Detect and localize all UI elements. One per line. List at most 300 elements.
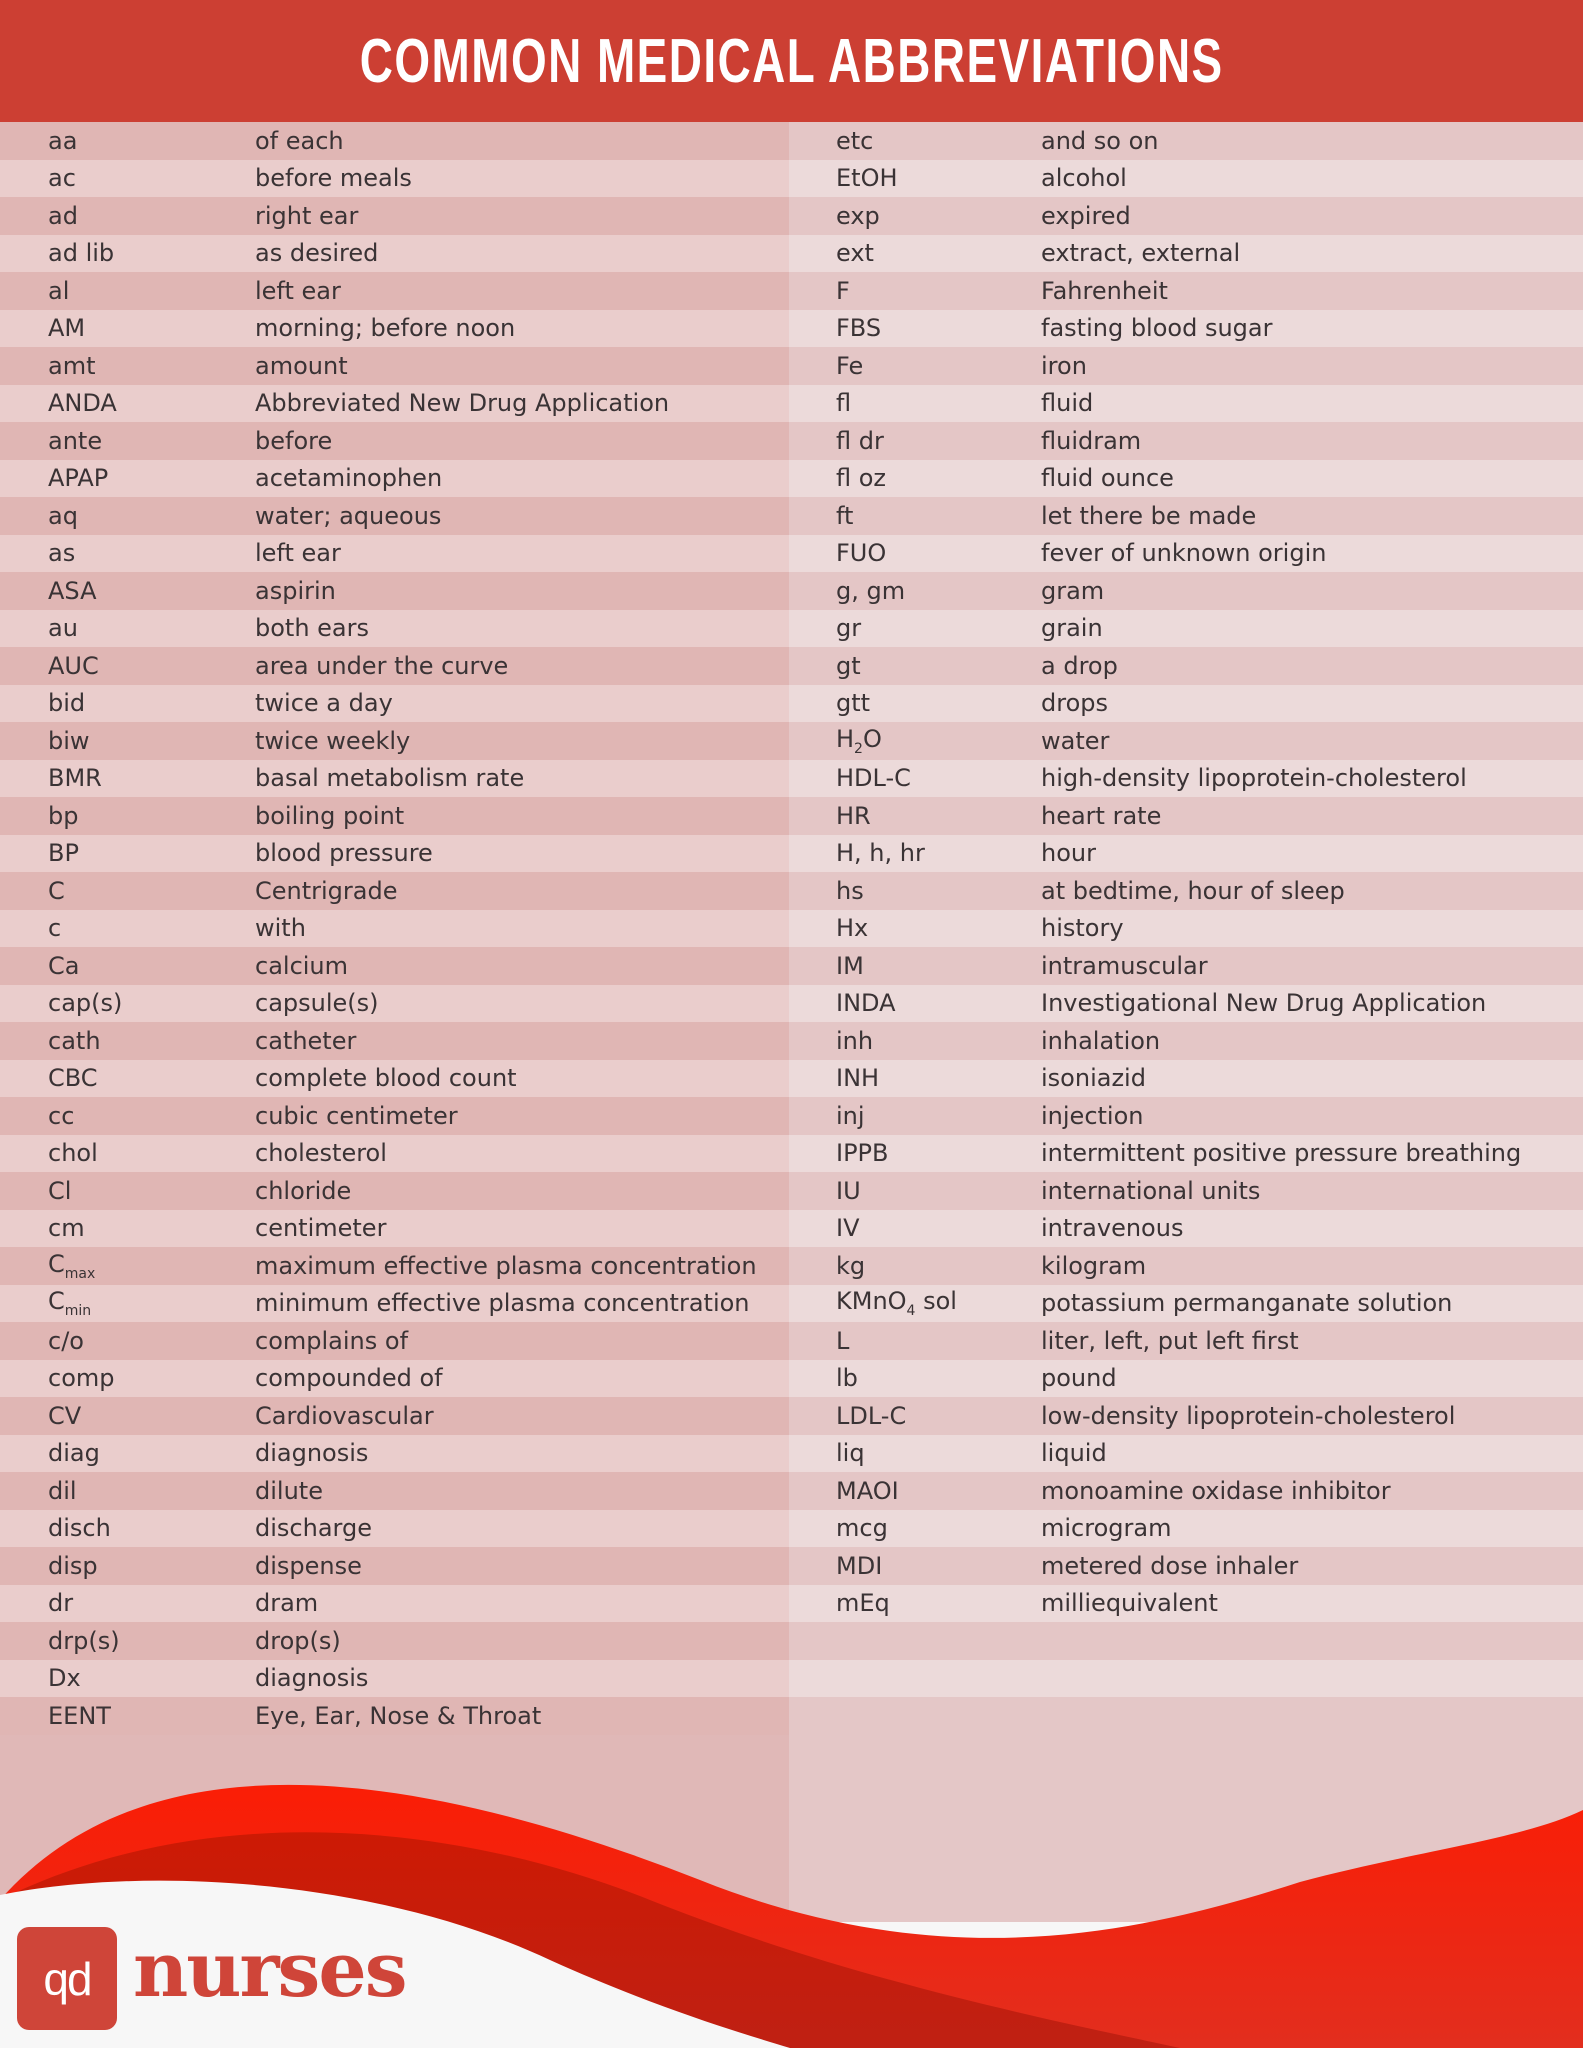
definition: calcium bbox=[255, 951, 349, 980]
abbreviation bbox=[48, 1702, 111, 1730]
abbreviation-text: dr bbox=[48, 1589, 74, 1618]
abbreviation-row bbox=[789, 910, 1583, 948]
abbreviation-row bbox=[789, 872, 1583, 910]
abbreviation bbox=[48, 989, 122, 1017]
abbreviation-text: inj bbox=[836, 1101, 865, 1130]
definition: expired bbox=[1041, 201, 1131, 230]
definition: diagnosis bbox=[255, 1664, 369, 1693]
definition: pound bbox=[1041, 1364, 1117, 1393]
definition: before bbox=[255, 426, 333, 455]
abbreviation-text: etc bbox=[836, 126, 874, 155]
abbreviation bbox=[836, 164, 898, 192]
abbreviation-text: chol bbox=[48, 1139, 98, 1168]
abbreviation-text: INH bbox=[836, 1064, 880, 1093]
abbreviation-row bbox=[0, 235, 789, 273]
definition: Investigational New Drug Application bbox=[1041, 989, 1487, 1018]
abbreviation bbox=[48, 352, 96, 380]
abbreviation-row bbox=[0, 722, 789, 760]
abbreviation-row bbox=[789, 1060, 1583, 1098]
abbreviation-row bbox=[789, 1435, 1583, 1473]
abbreviation-text: Ca bbox=[48, 951, 80, 980]
abbreviation-text: ante bbox=[48, 426, 103, 455]
definition: let there be made bbox=[1041, 501, 1257, 530]
definition: microgram bbox=[1041, 1514, 1172, 1543]
abbreviation-text: c/o bbox=[48, 1326, 84, 1355]
logo-wordmark: nurses bbox=[133, 1925, 406, 2014]
abbreviation-suffix: O bbox=[862, 724, 882, 753]
abbreviation-text: bid bbox=[48, 689, 86, 718]
abbreviation bbox=[836, 1102, 865, 1130]
abbreviation-text: CBC bbox=[48, 1064, 98, 1093]
abbreviation-row bbox=[789, 1547, 1583, 1585]
abbreviation bbox=[48, 727, 90, 755]
definition: milliequivalent bbox=[1041, 1589, 1218, 1618]
abbreviation bbox=[48, 314, 85, 342]
abbreviation-column-left bbox=[0, 122, 789, 1922]
abbreviation-text: drp(s) bbox=[48, 1626, 120, 1655]
abbreviation-text: FUO bbox=[836, 539, 887, 568]
definition: left ear bbox=[255, 539, 341, 568]
abbreviation bbox=[836, 539, 886, 567]
abbreviation-row bbox=[0, 1697, 789, 1735]
abbreviation bbox=[48, 1439, 100, 1467]
abbreviation bbox=[836, 352, 863, 380]
abbreviation-row bbox=[789, 347, 1583, 385]
abbreviation-row bbox=[0, 422, 789, 460]
abbreviation-text: disp bbox=[48, 1551, 98, 1580]
abbreviation-row bbox=[0, 1247, 789, 1285]
definition: kilogram bbox=[1041, 1251, 1147, 1280]
definition: at bedtime, hour of sleep bbox=[1041, 876, 1345, 905]
abbreviation bbox=[48, 202, 78, 230]
abbreviation bbox=[836, 1252, 865, 1280]
abbreviation bbox=[836, 1139, 889, 1167]
definition: minimum effective plasma concentration bbox=[255, 1289, 750, 1318]
abbreviation-text: BMR bbox=[48, 764, 102, 793]
abbreviation bbox=[48, 464, 108, 492]
abbreviation bbox=[836, 614, 861, 642]
definition: centimeter bbox=[255, 1214, 387, 1243]
abbreviation-row bbox=[789, 835, 1583, 873]
abbreviation-text: al bbox=[48, 276, 70, 305]
abbreviation bbox=[48, 952, 79, 980]
abbreviation-row bbox=[789, 197, 1583, 235]
abbreviation-text: diag bbox=[48, 1439, 100, 1468]
blank-row bbox=[789, 1660, 1583, 1698]
abbreviation-text: g, gm bbox=[836, 576, 906, 605]
abbreviation-row bbox=[789, 1022, 1583, 1060]
abbreviation-row bbox=[0, 1585, 789, 1623]
abbreviation-text: mEq bbox=[836, 1589, 890, 1618]
definition: iron bbox=[1041, 351, 1087, 380]
definition: and so on bbox=[1041, 126, 1159, 155]
abbreviation bbox=[836, 314, 881, 342]
abbreviation-row bbox=[789, 647, 1583, 685]
abbreviation-text: KMnO bbox=[836, 1287, 907, 1316]
abbreviation bbox=[836, 802, 871, 830]
abbreviation-row bbox=[0, 1547, 789, 1585]
abbreviation bbox=[836, 839, 925, 867]
definition: acetaminophen bbox=[255, 464, 443, 493]
abbreviation bbox=[836, 1514, 888, 1542]
definition: boiling point bbox=[255, 801, 405, 830]
definition: compounded of bbox=[255, 1364, 443, 1393]
abbreviation-text: IPPB bbox=[836, 1139, 889, 1168]
abbreviation-row bbox=[0, 197, 789, 235]
definition: twice a day bbox=[255, 689, 393, 718]
abbreviation bbox=[48, 1402, 81, 1430]
definition: inhalation bbox=[1041, 1026, 1161, 1055]
definition: fluid ounce bbox=[1041, 464, 1174, 493]
abbreviation-text: comp bbox=[48, 1364, 115, 1393]
abbreviation-text: ad bbox=[48, 201, 78, 230]
abbreviation bbox=[48, 1102, 74, 1130]
abbreviation-row bbox=[789, 760, 1583, 798]
abbreviation-text: cm bbox=[48, 1214, 85, 1243]
definition: hour bbox=[1041, 839, 1096, 868]
abbreviation-text: inh bbox=[836, 1026, 874, 1055]
abbreviation bbox=[48, 164, 76, 192]
abbreviation-row bbox=[789, 235, 1583, 273]
abbreviation bbox=[836, 464, 886, 492]
abbreviation-subscript: min bbox=[64, 1303, 92, 1320]
definition: catheter bbox=[255, 1026, 357, 1055]
definition: aspirin bbox=[255, 576, 336, 605]
abbreviation bbox=[836, 1589, 890, 1617]
abbreviation bbox=[48, 1364, 115, 1392]
abbreviation-row bbox=[789, 422, 1583, 460]
abbreviation-row bbox=[0, 872, 789, 910]
abbreviation-row bbox=[0, 1397, 789, 1435]
abbreviation bbox=[48, 914, 61, 942]
abbreviation-row bbox=[789, 1135, 1583, 1173]
abbreviation-row bbox=[789, 685, 1583, 723]
abbreviation bbox=[48, 277, 69, 305]
abbreviation-row bbox=[0, 1510, 789, 1548]
abbreviation-text: AM bbox=[48, 314, 86, 343]
abbreviation-row bbox=[789, 947, 1583, 985]
abbreviation-row bbox=[789, 460, 1583, 498]
abbreviation bbox=[836, 239, 874, 267]
abbreviation bbox=[836, 652, 861, 680]
abbreviation bbox=[48, 539, 75, 567]
definition: history bbox=[1041, 914, 1124, 943]
abbreviation bbox=[48, 1139, 98, 1167]
abbreviation bbox=[48, 1327, 84, 1355]
abbreviation bbox=[836, 1214, 860, 1242]
definition: high-density lipoprotein-cholesterol bbox=[1041, 764, 1467, 793]
abbreviation-text: bp bbox=[48, 801, 79, 830]
abbreviation-row bbox=[0, 1210, 789, 1248]
definition: morning; before noon bbox=[255, 314, 516, 343]
abbreviation-row bbox=[0, 1622, 789, 1660]
abbreviation bbox=[48, 877, 65, 905]
abbreviation-text: cc bbox=[48, 1101, 75, 1130]
abbreviation bbox=[836, 1552, 882, 1580]
abbreviation bbox=[48, 1064, 98, 1092]
abbreviation-text: liq bbox=[836, 1439, 865, 1468]
abbreviation-row bbox=[0, 797, 789, 835]
abbreviation-text: lb bbox=[836, 1364, 858, 1393]
abbreviation bbox=[836, 202, 880, 230]
abbreviation-text: au bbox=[48, 614, 78, 643]
definition: complete blood count bbox=[255, 1064, 517, 1093]
abbreviation-row bbox=[789, 1210, 1583, 1248]
abbreviation-text: H, h, hr bbox=[836, 839, 925, 868]
abbreviation-row bbox=[0, 1435, 789, 1473]
abbreviation-text: fl dr bbox=[836, 426, 884, 455]
abbreviation-text: H bbox=[836, 724, 855, 753]
abbreviation bbox=[836, 127, 873, 155]
abbreviation-row bbox=[789, 310, 1583, 348]
abbreviation-row bbox=[0, 1060, 789, 1098]
definition: heart rate bbox=[1041, 801, 1162, 830]
abbreviation bbox=[48, 652, 99, 680]
definition: injection bbox=[1041, 1101, 1144, 1130]
abbreviation bbox=[48, 1664, 81, 1692]
abbreviation bbox=[836, 1027, 873, 1055]
abbreviation-text: as bbox=[48, 539, 76, 568]
abbreviation-row bbox=[0, 385, 789, 423]
abbreviation bbox=[48, 689, 85, 717]
abbreviation-text: disch bbox=[48, 1514, 111, 1543]
abbreviation-text: MDI bbox=[836, 1551, 883, 1580]
definition: diagnosis bbox=[255, 1439, 369, 1468]
definition: maximum effective plasma concentration bbox=[255, 1251, 757, 1280]
definition: dram bbox=[255, 1589, 319, 1618]
abbreviation-row bbox=[789, 1322, 1583, 1360]
definition: intramuscular bbox=[1041, 951, 1208, 980]
abbreviation-row bbox=[0, 347, 789, 385]
abbreviation bbox=[48, 1627, 120, 1655]
abbreviation-text: FBS bbox=[836, 314, 882, 343]
abbreviation-row bbox=[789, 572, 1583, 610]
abbreviation bbox=[48, 1477, 77, 1505]
abbreviation bbox=[48, 1287, 91, 1319]
abbreviation-row bbox=[789, 985, 1583, 1023]
abbreviation-row bbox=[789, 1247, 1583, 1285]
abbreviation-text: amt bbox=[48, 351, 96, 380]
definition: twice weekly bbox=[255, 726, 411, 755]
abbreviation bbox=[836, 277, 850, 305]
page-title: COMMON MEDICAL ABBREVIATIONS bbox=[359, 26, 1224, 96]
abbreviation-row bbox=[0, 985, 789, 1023]
abbreviation-text: ad lib bbox=[48, 239, 115, 268]
definition: basal metabolism rate bbox=[255, 764, 525, 793]
abbreviation bbox=[836, 689, 870, 717]
abbreviation-subscript: 4 bbox=[906, 1303, 916, 1320]
definition: dispense bbox=[255, 1551, 362, 1580]
abbreviation-text: ANDA bbox=[48, 389, 117, 418]
definition: left ear bbox=[255, 276, 341, 305]
abbreviation-text: aq bbox=[48, 501, 78, 530]
definition: a drop bbox=[1041, 651, 1118, 680]
definition: grain bbox=[1041, 614, 1103, 643]
abbreviation-text: APAP bbox=[48, 464, 109, 493]
abbreviation-text: cath bbox=[48, 1026, 101, 1055]
abbreviation-text: exp bbox=[836, 201, 880, 230]
definition: amount bbox=[255, 351, 348, 380]
blank-row bbox=[789, 1622, 1583, 1660]
abbreviation bbox=[836, 914, 868, 942]
abbreviation-text: INDA bbox=[836, 989, 896, 1018]
abbreviation-row bbox=[789, 497, 1583, 535]
abbreviation bbox=[836, 427, 884, 455]
definition: as desired bbox=[255, 239, 379, 268]
abbreviation-text: ASA bbox=[48, 576, 97, 605]
abbreviation-row bbox=[0, 272, 789, 310]
definition: blood pressure bbox=[255, 839, 433, 868]
abbreviation-text: Cl bbox=[48, 1176, 72, 1205]
definition: drops bbox=[1041, 689, 1108, 718]
abbreviation bbox=[836, 1364, 858, 1392]
definition: area under the curve bbox=[255, 651, 509, 680]
definition: Cardiovascular bbox=[255, 1401, 434, 1430]
definition: Abbreviated New Drug Application bbox=[255, 389, 670, 418]
abbreviation-subscript: 2 bbox=[854, 740, 863, 757]
abbreviation-row bbox=[0, 1360, 789, 1398]
definition: cholesterol bbox=[255, 1139, 387, 1168]
abbreviation-text: MAOI bbox=[836, 1476, 899, 1505]
abbreviation-row bbox=[0, 160, 789, 198]
abbreviation bbox=[48, 1514, 111, 1542]
abbreviation bbox=[48, 239, 114, 267]
abbreviation-column-right bbox=[789, 122, 1583, 1922]
abbreviation bbox=[48, 577, 97, 605]
abbreviation bbox=[836, 577, 905, 605]
abbreviation-text: L bbox=[836, 1326, 850, 1355]
abbreviation-row bbox=[0, 460, 789, 498]
abbreviation-text: fl oz bbox=[836, 464, 887, 493]
abbreviation-text: EtOH bbox=[836, 164, 898, 193]
abbreviation-row bbox=[0, 1322, 789, 1360]
abbreviation-text: hs bbox=[836, 876, 864, 905]
abbreviation-text: c bbox=[48, 914, 62, 943]
abbreviation bbox=[836, 877, 864, 905]
abbreviation bbox=[836, 389, 851, 417]
definition: potassium permanganate solution bbox=[1041, 1289, 1453, 1318]
definition: water; aqueous bbox=[255, 501, 442, 530]
abbreviation bbox=[48, 1552, 98, 1580]
abbreviation-text: biw bbox=[48, 726, 90, 755]
abbreviation-row bbox=[789, 610, 1583, 648]
definition: intermittent positive pressure breathing bbox=[1041, 1139, 1522, 1168]
abbreviation bbox=[836, 1439, 865, 1467]
abbreviation bbox=[836, 1477, 899, 1505]
abbreviation bbox=[836, 764, 911, 792]
definition: dilute bbox=[255, 1476, 323, 1505]
definition: fasting blood sugar bbox=[1041, 314, 1273, 343]
abbreviation-text: IM bbox=[836, 951, 864, 980]
abbreviation-row bbox=[789, 160, 1583, 198]
abbreviation-row bbox=[0, 1472, 789, 1510]
abbreviation-row bbox=[0, 1172, 789, 1210]
abbreviation-row bbox=[789, 1397, 1583, 1435]
abbreviation-row bbox=[0, 610, 789, 648]
definition: liquid bbox=[1041, 1439, 1107, 1468]
abbreviation-text: Dx bbox=[48, 1664, 81, 1693]
abbreviation-row bbox=[0, 535, 789, 573]
abbreviation-text: C bbox=[48, 1249, 65, 1278]
abbreviation bbox=[836, 1402, 906, 1430]
abbreviation bbox=[48, 614, 78, 642]
abbreviation bbox=[836, 502, 853, 530]
abbreviation-text: gt bbox=[836, 651, 861, 680]
abbreviation-text: HDL-C bbox=[836, 764, 911, 793]
abbreviation-text: CV bbox=[48, 1401, 82, 1430]
abbreviation-text: EENT bbox=[48, 1701, 111, 1730]
abbreviation-row bbox=[789, 535, 1583, 573]
abbreviation bbox=[48, 1177, 71, 1205]
abbreviation-row bbox=[0, 947, 789, 985]
definition: before meals bbox=[255, 164, 412, 193]
abbreviation-text: Fe bbox=[836, 351, 864, 380]
definition: metered dose inhaler bbox=[1041, 1551, 1299, 1580]
abbreviation bbox=[48, 839, 79, 867]
abbreviation-row bbox=[789, 1510, 1583, 1548]
abbreviation bbox=[48, 389, 117, 417]
definition: right ear bbox=[255, 201, 359, 230]
definition: monoamine oxidase inhibitor bbox=[1041, 1476, 1391, 1505]
abbreviation-text: BP bbox=[48, 839, 79, 868]
definition: low-density lipoprotein-cholesterol bbox=[1041, 1401, 1456, 1430]
abbreviation-row bbox=[789, 385, 1583, 423]
abbreviation-row bbox=[0, 647, 789, 685]
abbreviation bbox=[836, 725, 882, 757]
definition: fluidram bbox=[1041, 426, 1142, 455]
abbreviation bbox=[836, 1064, 879, 1092]
abbreviation-text: gr bbox=[836, 614, 862, 643]
abbreviation-text: LDL-C bbox=[836, 1401, 907, 1430]
abbreviation-row bbox=[0, 1135, 789, 1173]
abbreviation-text: ft bbox=[836, 501, 854, 530]
header-banner bbox=[0, 0, 1583, 122]
abbreviation-row bbox=[0, 1285, 789, 1323]
definition: fluid bbox=[1041, 389, 1094, 418]
abbreviation-text: gtt bbox=[836, 689, 871, 718]
definition: extract, external bbox=[1041, 239, 1241, 268]
abbreviation-text: dil bbox=[48, 1476, 77, 1505]
abbreviation-text: mcg bbox=[836, 1514, 888, 1543]
abbreviation-row bbox=[789, 1097, 1583, 1135]
abbreviation-text: ac bbox=[48, 164, 76, 193]
abbreviation-row bbox=[0, 1660, 789, 1698]
definition: alcohol bbox=[1041, 164, 1127, 193]
abbreviation-row bbox=[789, 1585, 1583, 1623]
abbreviation-row bbox=[789, 272, 1583, 310]
definition: isoniazid bbox=[1041, 1064, 1146, 1093]
definition: cubic centimeter bbox=[255, 1101, 458, 1130]
abbreviation-text: kg bbox=[836, 1251, 866, 1280]
abbreviation bbox=[836, 1177, 861, 1205]
abbreviation-row bbox=[0, 910, 789, 948]
abbreviation bbox=[836, 1287, 957, 1319]
definition: drop(s) bbox=[255, 1626, 341, 1655]
abbreviation-row bbox=[0, 1097, 789, 1135]
abbreviation bbox=[48, 802, 78, 830]
abbreviation bbox=[836, 989, 896, 1017]
abbreviation-text: ext bbox=[836, 239, 874, 268]
abbreviation-row bbox=[789, 122, 1583, 160]
abbreviation-row bbox=[789, 1172, 1583, 1210]
definition: capsule(s) bbox=[255, 989, 379, 1018]
abbreviation bbox=[48, 764, 102, 792]
abbreviation-row bbox=[0, 1022, 789, 1060]
abbreviation-row bbox=[0, 497, 789, 535]
abbreviation-text: F bbox=[836, 276, 850, 305]
definition: both ears bbox=[255, 614, 370, 643]
definition: water bbox=[1041, 726, 1110, 755]
